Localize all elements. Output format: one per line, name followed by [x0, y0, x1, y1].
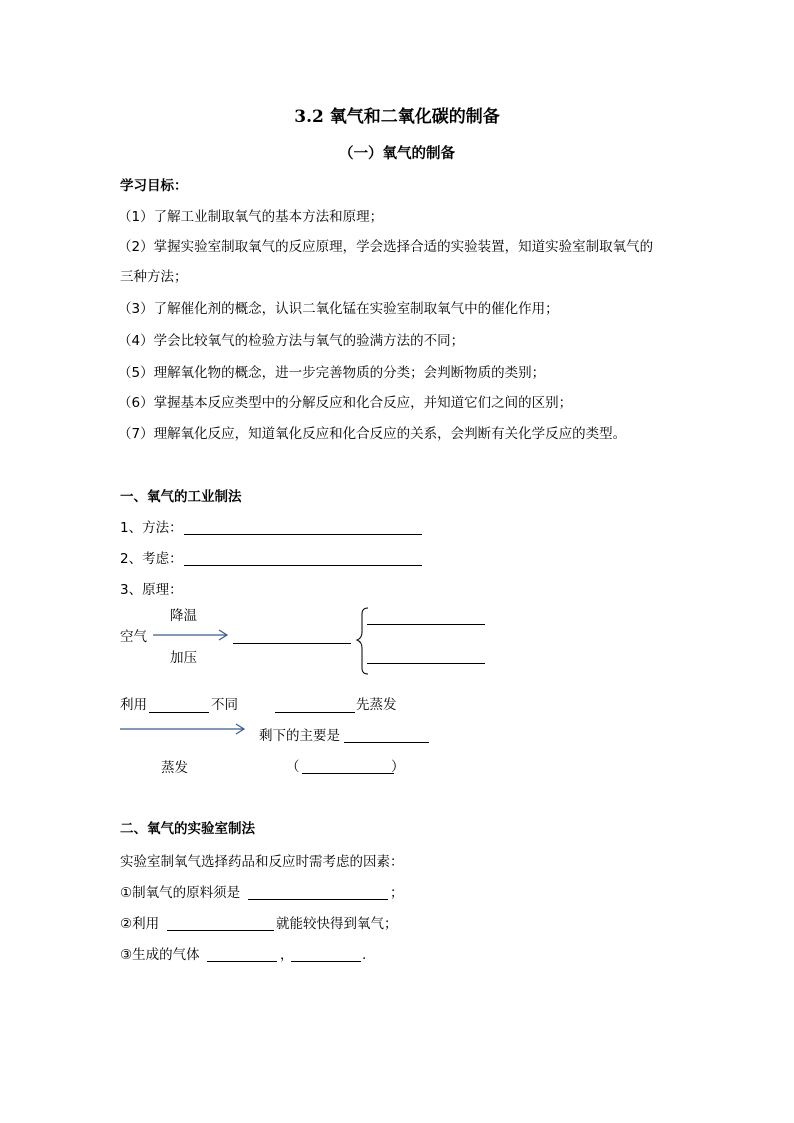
arrow-air [153, 630, 227, 640]
item3-sep: ， [280, 947, 294, 963]
air-label: 空气 [120, 629, 147, 645]
objective-item: （2）掌握实验室制取氧气的反应原理，学会选择合适的实验装置，知道实验室制取氧气的 [118, 239, 654, 255]
paren-blank[interactable] [302, 773, 394, 774]
section2-heading: 二、氧气的实验室制法 [120, 821, 255, 837]
objective-item: （4）学会比较氧气的检验方法与氧气的验满方法的不同； [118, 333, 465, 349]
first-evaporate-label: 先蒸发 [356, 697, 397, 713]
principle-label: 3、原理： [120, 582, 183, 598]
item1-blank[interactable] [248, 899, 388, 900]
item3-blank-1[interactable] [207, 961, 277, 962]
objective-item: 三种方法； [120, 269, 188, 285]
objective-item: （7）理解氧化反应，知道氧化反应和化合反应的关系，会判断有关化学反应的类型。 [118, 426, 627, 442]
evaporate-label: 蒸发 [161, 760, 188, 776]
consider-label: 2、考虑： [120, 551, 183, 567]
pressurize-label: 加压 [170, 650, 197, 666]
objective-item: （5）理解氧化物的概念，进一步完善物质的分类；会判断物质的类别； [118, 365, 546, 381]
use-prefix: 利用 [120, 697, 147, 713]
page-title: 3.2 氧气和二氧化碳的制备 [294, 107, 500, 127]
bracket-bottom-blank[interactable] [367, 663, 485, 664]
bracket [357, 608, 368, 674]
item3-prefix: ③生成的气体 [120, 947, 200, 963]
item3-end: . [362, 947, 367, 963]
paren-close: ） [391, 759, 405, 775]
item3-blank-2[interactable] [291, 961, 361, 962]
arrow-evaporate [120, 724, 244, 734]
item1-suffix: ； [390, 885, 404, 901]
first-evaporate-blank[interactable] [275, 712, 355, 713]
objective-item: （6）掌握基本反应类型中的分解反应和化合反应，并知道它们之间的区别； [118, 395, 573, 411]
objective-item: （3）了解催化剂的概念，认识二氧化锰在实验室制取氧气中的催化作用； [118, 301, 559, 317]
use-blank[interactable] [149, 712, 209, 713]
item2-suffix: 就能较快得到氧气； [276, 916, 398, 932]
remaining-blank[interactable] [344, 742, 429, 743]
section1-heading: 一、氧气的工业制法 [120, 489, 242, 505]
remaining-label: 剩下的主要是 [259, 728, 340, 744]
page-subtitle: （一）氧气的制备 [339, 146, 455, 162]
cool-label: 降温 [170, 608, 197, 624]
different-label: 不同 [211, 697, 238, 713]
objectives-heading: 学习目标： [120, 178, 188, 194]
item2-prefix: ②利用 [120, 916, 160, 932]
objective-item: （1）了解工业制取氧气的基本方法和原理； [118, 209, 384, 225]
liquid-air-blank[interactable] [233, 643, 351, 644]
method-label: 1、方法： [120, 520, 183, 536]
section2-intro: 实验室制氧气选择药品和反应时需考虑的因素： [120, 854, 404, 870]
bracket-top-blank[interactable] [367, 624, 485, 625]
item1-prefix: ①制氧气的原料须是 [120, 885, 241, 901]
paren-open: （ [286, 759, 300, 775]
item2-blank[interactable] [167, 930, 274, 931]
